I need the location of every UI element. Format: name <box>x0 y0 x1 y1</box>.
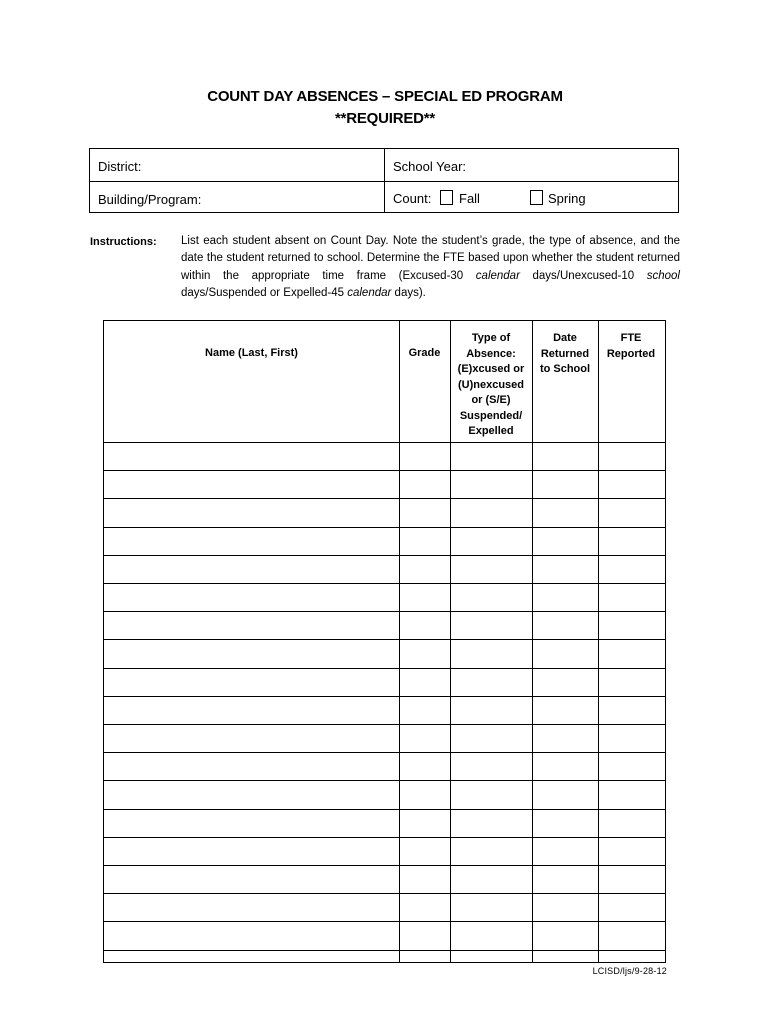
count-label: Count: <box>393 191 432 206</box>
fall-label: Fall <box>459 191 480 206</box>
table-row[interactable] <box>104 837 665 838</box>
table-row[interactable] <box>104 583 665 584</box>
school-year-field[interactable]: School Year: <box>393 159 467 174</box>
table-row[interactable] <box>104 752 665 753</box>
header-date-returned: Date Returned to School <box>539 332 591 375</box>
header-type-of-absence: Type of Absence: (E)xcused or (U)nexcused or (S/E) Suspended/ Expelled <box>457 332 525 437</box>
table-row[interactable] <box>104 696 665 697</box>
table-row[interactable] <box>104 865 665 866</box>
table-row[interactable] <box>104 724 665 725</box>
header-name: Name (Last, First) <box>205 347 298 359</box>
table-row[interactable] <box>104 893 665 894</box>
table-row[interactable] <box>104 555 665 556</box>
fall-checkbox[interactable] <box>440 190 453 205</box>
table-row[interactable] <box>104 498 665 499</box>
table-row[interactable] <box>104 668 665 669</box>
required-subtitle: **REQUIRED** <box>334 110 436 127</box>
building-program-field[interactable]: Building/Program: <box>98 192 202 207</box>
instructions-text: List each student absent on Count Day. Note the student’s grade, the type of absence, and the date the student returned to school. Determine the FTE based upon whether the student returned within the appropriate time frame (Excused-30 calendar days/Unexcused-10 school days/Suspended or Expelled-45 calendar days). <box>181 235 680 299</box>
header-grade: Grade <box>408 347 441 359</box>
instructions-label: Instructions: <box>90 236 157 248</box>
form-code: LCISD/ljs/9-28-12 <box>592 966 667 976</box>
form-title: COUNT DAY ABSENCES – SPECIAL ED PROGRAM <box>207 88 563 105</box>
info-box <box>89 148 679 213</box>
table-row[interactable] <box>104 611 665 612</box>
table-row[interactable] <box>104 950 665 951</box>
spring-checkbox[interactable] <box>530 190 543 205</box>
table-row[interactable] <box>104 470 665 471</box>
table-row[interactable] <box>104 809 665 810</box>
table-row[interactable] <box>104 921 665 922</box>
table-row[interactable] <box>104 780 665 781</box>
header-fte-reported: FTE Reported <box>606 332 656 360</box>
absence-table <box>103 320 666 963</box>
table-row[interactable] <box>104 527 665 528</box>
district-field[interactable]: District: <box>98 159 142 174</box>
spring-label: Spring <box>548 191 586 206</box>
table-row[interactable] <box>104 639 665 640</box>
